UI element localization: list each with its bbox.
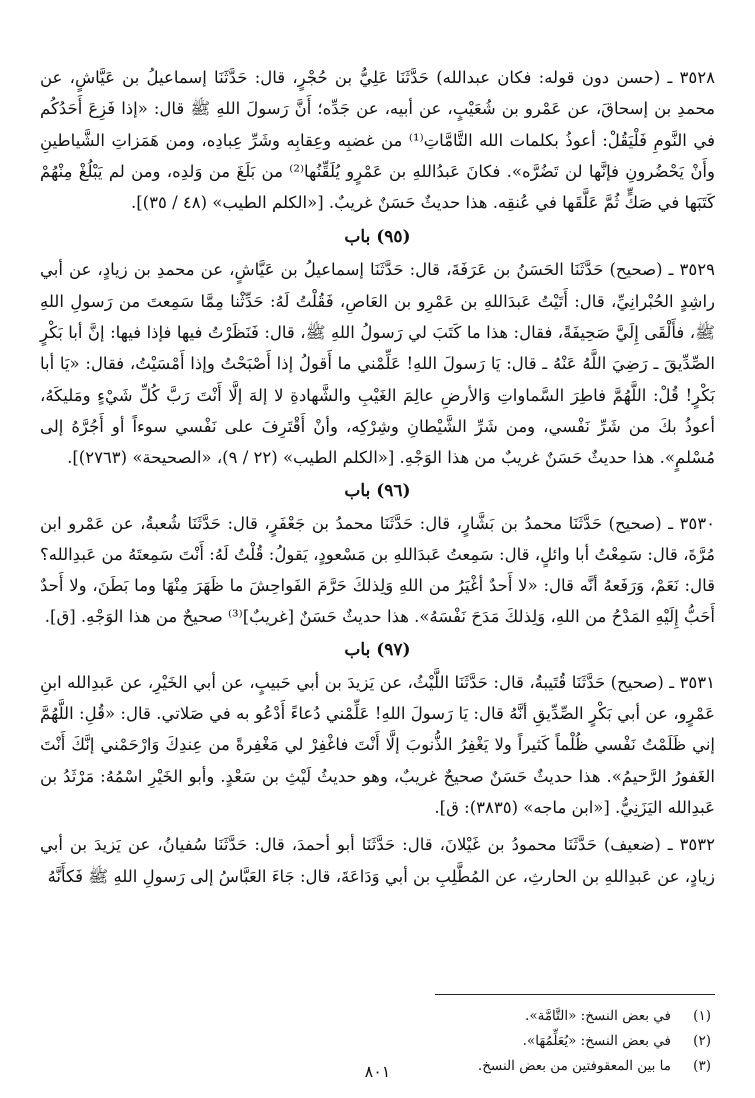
chapter-heading-96: (٩٦) باب [344,480,411,501]
footnote-number: (٢) [693,1033,711,1049]
hadith-3532: ٣٥٣٢ ـ (ضعيف) حَدَّثَنَا محمودُ بن غَيْلانَ، قال: حَدَّثَنَا أبو أحمدَ، قال: حَدَّثَنَا سُفيانُ، عن يَزيدَ بن أبي زيادٍ، عن عَبدِاللهِ بن الحارثِ، عن المُطَّلِبِ بن أبي وَدَاعَةَ، قال: جَاءَ العَبَّاسُ إلى رَسولِ اللهِ ﷺ فَكأَنَّهُ [40,835,715,886]
footnote-number: (٣) [693,1058,711,1074]
footnote-number: (١) [693,1008,711,1024]
hadith-3531: ٣٥٣١ ـ (صحيح) حَدَّثَنَا قُتَيبةُ، قال: حَدَّثَنَا اللَّيْثُ، عن يَزيدَ بن أبي حَبيبٍ، عن أبي الخَيْرِ، عن عَبدِالله ابنِ عَمْرٍو، عن أبي بَكْرٍ الصِّدِّيقِ أنَّهُ قال: يَا رَسولَ اللهِ! عَلِّمْني دُعاءً أَدْعُو به في صَلاتي. قال: «قُلِ: اللَّهُمَّ إني ظَلَمْتُ نَفْسي ظُلْماً كَثيراً ولا يَغْفِرُ الذُّنوبَ إلَّا أَنْتَ فاغْفِرْ لي مَغْفِرةً من عِندِكَ وَارْحَمْني إنَّكَ أَنْتَ الغَفورُ الرَّحيمُ». هذا حديثٌ حَسَنٌ صحيحٌ غريبٌ، وهو حديثُ لَيْثِ بن سَعْدٍ. وأبو الخَيْرِ اسْمُهُ: مَرْثَدُ بن عَبدِالله اليَزَنِيُّ. [«ابن ماجه» (٣٨٣٥): ق]. [40,672,715,817]
hadith-3530: ٣٥٣٠ ـ (صحيح) حَدَّثَنَا محمدُ بن بَشَّارٍ، قال: حَدَّثَنَا محمدُ بن جَعْفَرٍ، قال: حَدَّثَنَا شُعبةُ، عن عَمْرو ابن مُرَّةَ، قال: سَمِعْتُ أبا وائلٍ، قال: سَمِعتُ عَبدَاللهِ بن مَسْعودٍ، يَقولُ: قُلْتُ لَهُ: أَنْتَ سَمِعتَهُ من عَبدِالله؟ قال: نَعَمْ، وَرَفَعهُ أنَّه قال: «لا أَحدٌ أغْيَرُ من اللهِ وَلِذلكَ حَرَّمَ الفَواحِشَ ما ظَهَرَ مِنْهَا وما بَطَنَ، ولا أَحدٌ أَحَبُّ إِلَيْهِ المَدْحُ من اللهِ، وَلِذلكَ مَدَحَ نَفْسَهُ». هذا حديثٌ حَسَنٌ [غريبٌ]⁽³⁾ صحيحٌ من هذا الوَجْهِ. [ق]. [40,513,715,627]
page-number: ٨٠١ [364,1062,391,1081]
footnote-separator [435,994,715,995]
footnote-item [40,1029,715,1054]
footnote-item [40,1004,715,1029]
chapter-heading-95: (٩٥) باب [344,227,411,248]
footnote-text: ما بين المعقوفتين من بعض النسخ. [477,1058,671,1074]
chapter-heading-97: (٩٧) باب [344,639,411,660]
hadith-3529: ٣٥٢٩ ـ (صحيح) حَدَّثَنَا الحَسَنُ بن عَرَفَةَ، قال: حَدَّثَنَا إسماعيلُ بن عَيَّاشٍ، عن محمدِ بن زيادٍ، عن أبي راشِدٍ الحُبْرانِيِّ، قال: أَتَيْتُ عَبدَاللهِ بن عَمْرِو بن العَاصِ، فَقُلْتُ لَهُ: حَدِّثْنا مِمَّا سَمِعتَ من رَسولِ اللهِ ﷺ، فأَلْقَى إِلَيَّ صَحِيفَةً، فقال: هذا ما كَتَبَ لي رَسولُ اللهِ ﷺ، قال: فَنَظَرْتُ فيها فإذا فيها: إنَّ أبا بَكْرٍ الصِّدِّيقَ ـ رَضِيَ اللَّهُ عَنْهُ ـ قال: يَا رَسولَ اللهِ! عَلِّمْني ما أَقولُ إذا أَصْبَحْتُ وإذا أَمْسَيْتُ، فقال: «يَا أبا بَكْرٍ! قُلْ: اللَّهُمَّ فاطِرَ السَّماواتِ وَالأرضِ عالِمَ الغَيْبِ والشَّهادةِ لا إلهَ إلَّا أَنْتَ رَبَّ كُلِّ شَيْءٍ ومَليكَهُ، أعوذُ بكَ من شَرِّ نَفْسي، ومن شَرِّ الشَّيْطانِ وشِرْكِه، وأنْ أَقْتَرِفَ على نَفْسي سوءاً أو أَجُرَّهُ إلى مُسْلمٍ». هذا حديثٌ حَسَنٌ غريبٌ من هذا الوَجْهِ. [«الكلم الطيب» (٢٢ / ٩)، «الصحيحة» (٢٧٦٣)]. [40,260,715,468]
hadith-3528: ٣٥٢٨ ـ (حسن دون قوله: فكان عبدالله) حَدَّثَنَا عَلِيُّ بن حُجْرٍ، قال: حَدَّثَنَا إسماعيلُ بن عَيَّاشٍ، عن محمدِ بن إسحاقَ، عن عَمْرو بن شُعَيْبٍ، عن أبيه، عن جَدِّه؛ أَنَّ رَسولَ اللهِ ﷺ قال: «إذا فَزِعَ أَحَدُكُم في النَّومِ فَلْيَقُلْ: أعوذُ بكلمات الله التَّامَّاتِ⁽¹⁾ من غضبِه وعِقابِه وشَرِّ عِبادِه، ومن هَمَزاتِ الشَّياطينِ وأَنْ يَحْضُرونِ فإنَّها لن تَضُرَّه». فكانَ عَبدُاللهِ بن عَمْرٍو يُلَقِّنُها⁽²⁾ من بَلَغَ من وَلدِه، ومن لم يَبْلُغْ مِنْهُمْ كَتَبَها في صَكٍّ ثُمَّ عَلَّقَها في عُنقِه. هذا حديثٌ حَسَنٌ غريبٌ. [«الكلم الطيب» (٤٨ / ٣٥)]. [40,68,715,213]
footnote-text: في بعض النسخ: «يُعَلِّمُهَا». [522,1033,671,1049]
footnote-text: في بعض النسخ: «التَّامَّة». [525,1008,671,1024]
page-body [40,62,715,1081]
